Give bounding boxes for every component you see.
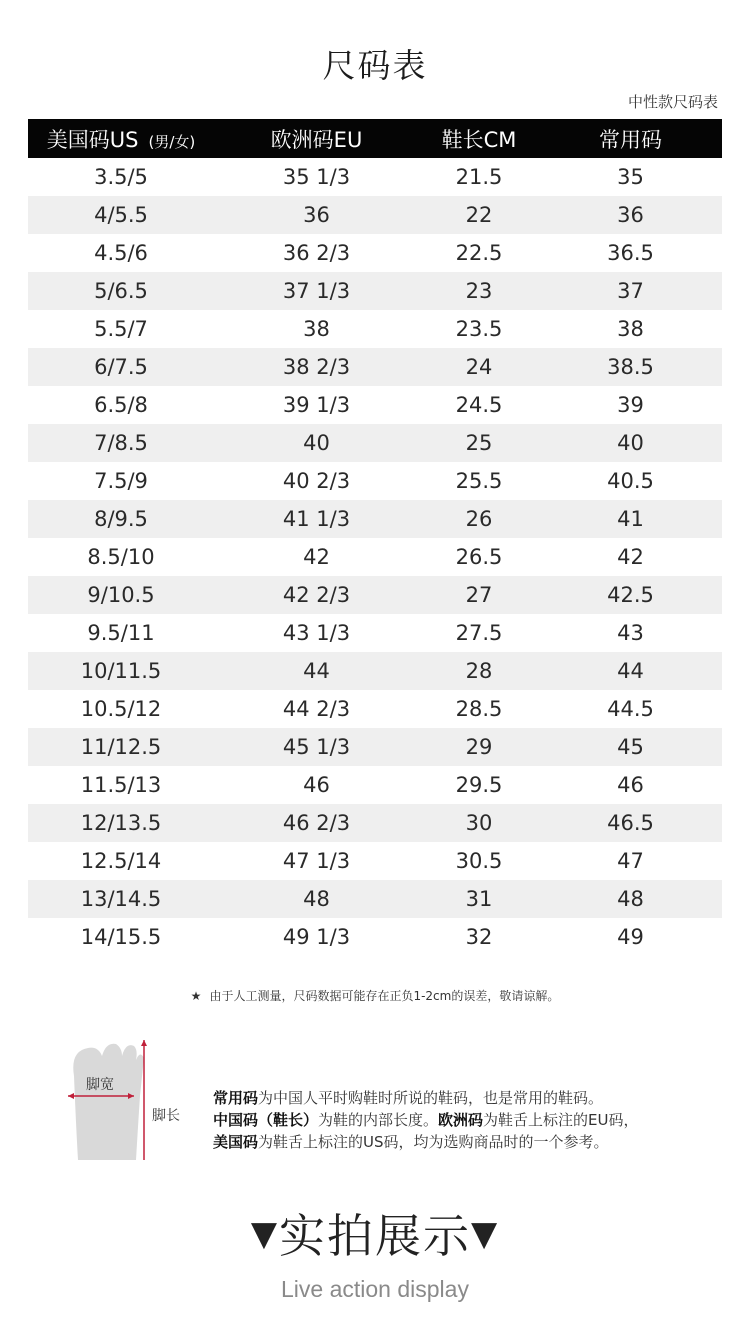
- cell-common: 41: [617, 507, 644, 531]
- table-row: [28, 766, 722, 804]
- cell-common: 36: [617, 203, 644, 227]
- cell-common: 40: [617, 431, 644, 455]
- table-row: [28, 234, 722, 272]
- cell-us: 7.5/9: [94, 469, 148, 493]
- cell-cm: 30: [465, 811, 493, 835]
- cell-cm: 32: [465, 925, 493, 949]
- table-row: [28, 272, 722, 310]
- triangle-down-icon: ▼: [250, 1213, 279, 1254]
- cell-cm: 22.5: [455, 241, 503, 265]
- live-display-subtitle: Live action display: [281, 1276, 469, 1302]
- table-row: [28, 348, 722, 386]
- table-row: [28, 196, 722, 234]
- cell-eu: 41 1/3: [282, 507, 351, 531]
- cell-eu: 48: [303, 887, 330, 911]
- star-icon: ★: [190, 989, 202, 1003]
- table-row: [28, 576, 722, 614]
- table-header: [28, 119, 722, 158]
- cell-eu: 36: [303, 203, 330, 227]
- live-display-heading: [0, 1200, 750, 1266]
- cell-eu: 45 1/3: [282, 735, 351, 759]
- cell-cm: 25.5: [455, 469, 503, 493]
- china-text: 为鞋的内部长度。: [318, 1111, 439, 1129]
- cell-us: 11/12.5: [80, 735, 162, 759]
- table-row: [28, 462, 722, 500]
- header-eu: 欧洲码EU: [270, 127, 363, 152]
- cell-common: 40.5: [607, 469, 654, 493]
- size-description: [213, 1087, 653, 1161]
- foot-width-label: 脚宽: [86, 1077, 114, 1093]
- measurement-note: [0, 987, 750, 1004]
- cell-cm: 30.5: [455, 849, 503, 873]
- cell-cm: 29: [465, 735, 493, 759]
- us-text: 为鞋舌上标注的US码，均为选购商品时的一个参考。: [258, 1133, 609, 1151]
- cell-eu: 40 2/3: [282, 469, 351, 493]
- eu-term: 欧洲码: [438, 1111, 484, 1129]
- cell-us: 12.5/14: [80, 849, 162, 873]
- cell-us: 6.5/8: [94, 393, 148, 417]
- cell-eu: 36 2/3: [282, 241, 351, 265]
- cell-common: 43: [617, 621, 644, 645]
- cell-common: 47: [617, 849, 644, 873]
- cell-common: 37: [617, 279, 644, 303]
- cell-cm: 23.5: [455, 317, 503, 341]
- table-row: [28, 424, 722, 462]
- cell-us: 9.5/11: [87, 621, 155, 645]
- cell-common: 42.5: [607, 583, 654, 607]
- foot-length-label: 脚长: [152, 1108, 180, 1124]
- cell-eu: 47 1/3: [282, 849, 351, 873]
- cell-eu: 49 1/3: [282, 925, 351, 949]
- table-row: [28, 614, 722, 652]
- cell-us: 5.5/7: [94, 317, 148, 341]
- header-common: 常用码: [599, 127, 662, 152]
- cell-common: 36.5: [607, 241, 654, 265]
- cell-eu: 44 2/3: [282, 697, 351, 721]
- cell-eu: 44: [303, 659, 330, 683]
- cell-us: 8/9.5: [94, 507, 148, 531]
- cell-common: 38.5: [607, 355, 654, 379]
- cell-eu: 37 1/3: [282, 279, 351, 303]
- cell-cm: 27.5: [455, 621, 503, 645]
- cell-cm: 26.5: [455, 545, 503, 569]
- cell-cm: 31: [465, 887, 493, 911]
- table-row: [28, 804, 722, 842]
- table-row: [28, 690, 722, 728]
- cell-common: 46: [617, 773, 644, 797]
- cell-common: 48: [617, 887, 644, 911]
- cell-eu: 42: [303, 545, 330, 569]
- table-row: [28, 158, 722, 196]
- cell-us: 4.5/6: [94, 241, 148, 265]
- cell-us: 8.5/10: [87, 545, 155, 569]
- cell-common: 42: [617, 545, 644, 569]
- header-us-label: 美国码US: [46, 127, 139, 152]
- cell-us: 9/10.5: [87, 583, 155, 607]
- table-row: [28, 880, 722, 918]
- cell-cm: 24: [465, 355, 493, 379]
- cell-cm: 23: [465, 279, 493, 303]
- cell-common: 38: [617, 317, 644, 341]
- size-table: [28, 119, 722, 956]
- table-row: [28, 728, 722, 766]
- eu-text: 为鞋舌上标注的EU码，: [483, 1111, 639, 1129]
- cell-us: 12/13.5: [80, 811, 162, 835]
- cell-common: 49: [617, 925, 644, 949]
- cell-cm: 24.5: [455, 393, 503, 417]
- cell-eu: 43 1/3: [282, 621, 351, 645]
- cell-us: 4/5.5: [94, 203, 148, 227]
- cell-eu: 38: [303, 317, 330, 341]
- china-term: 中国码（鞋长）: [213, 1111, 319, 1129]
- cell-cm: 28: [465, 659, 493, 683]
- cell-eu: 39 1/3: [282, 393, 351, 417]
- header-us: [28, 124, 214, 154]
- cell-eu: 46: [303, 773, 330, 797]
- cell-cm: 26: [465, 507, 493, 531]
- table-row: [28, 652, 722, 690]
- table-body: [28, 158, 722, 956]
- header-cm: 鞋长CM: [441, 127, 517, 152]
- cell-common: 46.5: [607, 811, 654, 835]
- cell-us: 5/6.5: [94, 279, 148, 303]
- cell-cm: 21.5: [455, 165, 503, 189]
- table-row: [28, 538, 722, 576]
- common-term: 常用码: [213, 1089, 259, 1107]
- cell-common: 35: [617, 165, 644, 189]
- note-text: 由于人工测量，尺码数据可能存在正负1-2cm的误差，敬请谅解。: [209, 989, 560, 1003]
- table-row: [28, 918, 722, 956]
- cell-common: 45: [617, 735, 644, 759]
- cell-cm: 27: [465, 583, 493, 607]
- cell-us: 3.5/5: [94, 165, 148, 189]
- cell-eu: 46 2/3: [282, 811, 351, 835]
- page-title: 尺码表: [322, 46, 428, 85]
- live-display-title: 实拍展示: [279, 1209, 471, 1263]
- cell-eu: 35 1/3: [282, 165, 351, 189]
- header-us-note: (男/女): [148, 132, 196, 151]
- size-chart-subtitle: 中性款尺码表: [627, 93, 718, 111]
- cell-cm: 29.5: [455, 773, 503, 797]
- cell-us: 6/7.5: [94, 355, 148, 379]
- cell-cm: 22: [465, 203, 493, 227]
- cell-cm: 25: [465, 431, 493, 455]
- cell-us: 11.5/13: [80, 773, 162, 797]
- cell-us: 13/14.5: [80, 887, 162, 911]
- cell-us: 10/11.5: [80, 659, 162, 683]
- cell-common: 39: [617, 393, 644, 417]
- cell-cm: 28.5: [455, 697, 503, 721]
- table-row: [28, 386, 722, 424]
- table-row: [28, 500, 722, 538]
- foot-diagram-icon: [60, 1036, 200, 1161]
- cell-us: 14/15.5: [80, 925, 162, 949]
- cell-common: 44.5: [607, 697, 654, 721]
- foot-diagram: [60, 1036, 200, 1161]
- cell-eu: 40: [303, 431, 330, 455]
- table-row: [28, 310, 722, 348]
- cell-us: 7/8.5: [94, 431, 148, 455]
- cell-eu: 38 2/3: [282, 355, 351, 379]
- cell-us: 10.5/12: [80, 697, 162, 721]
- us-term: 美国码: [213, 1133, 259, 1151]
- table-row: [28, 842, 722, 880]
- cell-common: 44: [617, 659, 644, 683]
- triangle-down-icon: ▼: [471, 1213, 500, 1254]
- common-text: 为中国人平时购鞋时所说的鞋码，也是常用的鞋码。: [258, 1089, 604, 1107]
- cell-eu: 42 2/3: [282, 583, 351, 607]
